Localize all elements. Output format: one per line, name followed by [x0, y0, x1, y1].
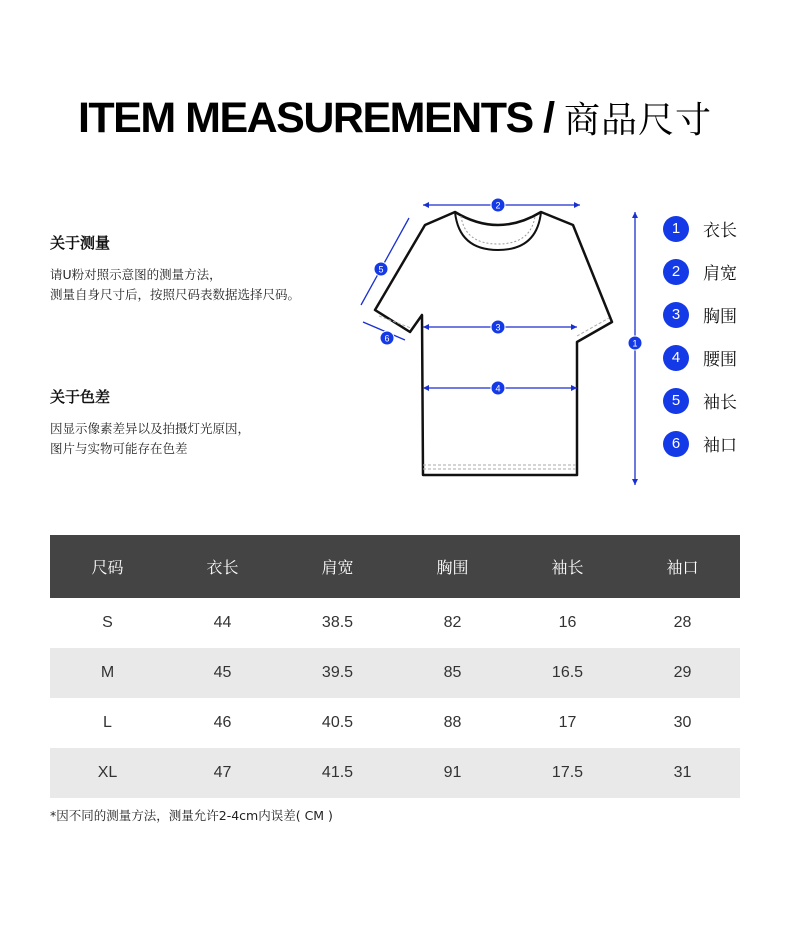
tshirt-measurement-diagram — [355, 190, 655, 490]
table-cell: 88 — [443, 714, 462, 731]
legend-item-cuff — [663, 422, 737, 465]
table-cell: 16.5 — [510, 648, 625, 698]
svg-text:1: 1 — [632, 338, 638, 349]
page-title-en: ITEM MEASUREMENTS / — [77, 94, 554, 142]
diagram-marker-4 — [491, 381, 505, 395]
table-cell: 28 — [673, 614, 692, 631]
legend-item-shoulder — [663, 250, 737, 293]
legend-label: 衣长 — [703, 221, 737, 241]
table-cell: 31 — [625, 748, 740, 798]
table-cell: M — [50, 648, 165, 698]
table-cell: 47 — [165, 748, 280, 798]
table-cell: L — [103, 714, 112, 731]
diagram-marker-3 — [491, 320, 505, 334]
size-table — [50, 535, 740, 798]
table-row — [50, 698, 740, 748]
table-cell: 17.5 — [510, 748, 625, 798]
table-cell: 85 — [395, 648, 510, 698]
diagram-marker-5 — [374, 262, 388, 276]
table-cell: 39.5 — [280, 648, 395, 698]
measurement-note: *因不同的测量方法，测量允许2-4cm内误差( CM ) — [50, 808, 333, 823]
table-cell: 29 — [625, 648, 740, 698]
about-measure-heading: 关于测量 — [50, 234, 111, 252]
legend-number: 4 — [663, 345, 689, 371]
legend-item-waist — [663, 336, 737, 379]
page-title-cn: 商品尺寸 — [564, 100, 713, 141]
about-color-line: 图片与实物可能存在色差 — [50, 441, 188, 456]
legend-item-chest — [663, 293, 737, 336]
table-row — [50, 748, 740, 798]
table-cell: XL — [50, 748, 165, 798]
table-cell: 91 — [395, 748, 510, 798]
about-color-text — [50, 419, 370, 459]
table-cell: 40.5 — [321, 714, 354, 731]
table-cell: 82 — [443, 614, 462, 631]
about-color-line: 因显示像素差异以及拍摄灯光原因， — [50, 421, 251, 436]
column-header-size: 尺码 — [50, 535, 165, 598]
size-table-header-row — [50, 535, 740, 598]
legend-label: 袖口 — [703, 436, 737, 456]
about-measure-line: 请U粉对照示意图的测量方法， — [50, 267, 222, 282]
page-title — [0, 92, 790, 143]
column-header-cuff: 袖口 — [625, 535, 740, 598]
svg-text:5: 5 — [378, 264, 384, 275]
diagram-marker-6 — [380, 331, 394, 345]
legend-number: 3 — [663, 302, 689, 328]
about-measure-text — [50, 265, 370, 305]
column-header-shoulder: 肩宽 — [280, 535, 395, 598]
legend-number: 2 — [663, 259, 689, 285]
column-header-sleeve-length: 袖长 — [510, 535, 625, 598]
legend-label: 胸围 — [703, 307, 737, 327]
legend-label: 袖长 — [703, 393, 737, 413]
table-cell: 17 — [558, 714, 577, 731]
diagram-marker-1 — [628, 336, 642, 350]
legend-number: 5 — [663, 388, 689, 414]
about-color-heading: 关于色差 — [50, 388, 111, 406]
measurement-legend — [663, 207, 737, 465]
svg-text:6: 6 — [384, 333, 390, 344]
table-row — [50, 648, 740, 698]
legend-label: 肩宽 — [703, 264, 737, 284]
table-cell: 30 — [673, 714, 692, 731]
svg-text:2: 2 — [495, 200, 501, 211]
tshirt-outline — [375, 212, 612, 475]
table-cell: 44 — [213, 614, 232, 631]
column-header-length: 衣长 — [165, 535, 280, 598]
table-cell: S — [102, 614, 113, 631]
legend-number: 6 — [663, 431, 689, 457]
legend-number: 1 — [663, 216, 689, 242]
about-measure-section — [50, 232, 370, 305]
table-cell: 41.5 — [280, 748, 395, 798]
column-header-chest: 胸围 — [395, 535, 510, 598]
table-cell: 45 — [165, 648, 280, 698]
table-cell: 38.5 — [321, 614, 354, 631]
svg-text:4: 4 — [495, 383, 501, 394]
legend-label: 腰围 — [703, 350, 737, 370]
diagram-marker-2 — [491, 198, 505, 212]
table-cell: 46 — [213, 714, 232, 731]
about-color-section — [50, 386, 370, 459]
legend-item-sleeve-length — [663, 379, 737, 422]
svg-text:3: 3 — [495, 322, 501, 333]
table-cell: 16 — [558, 614, 577, 631]
legend-item-length — [663, 207, 737, 250]
about-measure-line: 测量自身尺寸后，按照尺码表数据选择尺码。 — [50, 287, 301, 302]
table-row — [50, 598, 740, 648]
